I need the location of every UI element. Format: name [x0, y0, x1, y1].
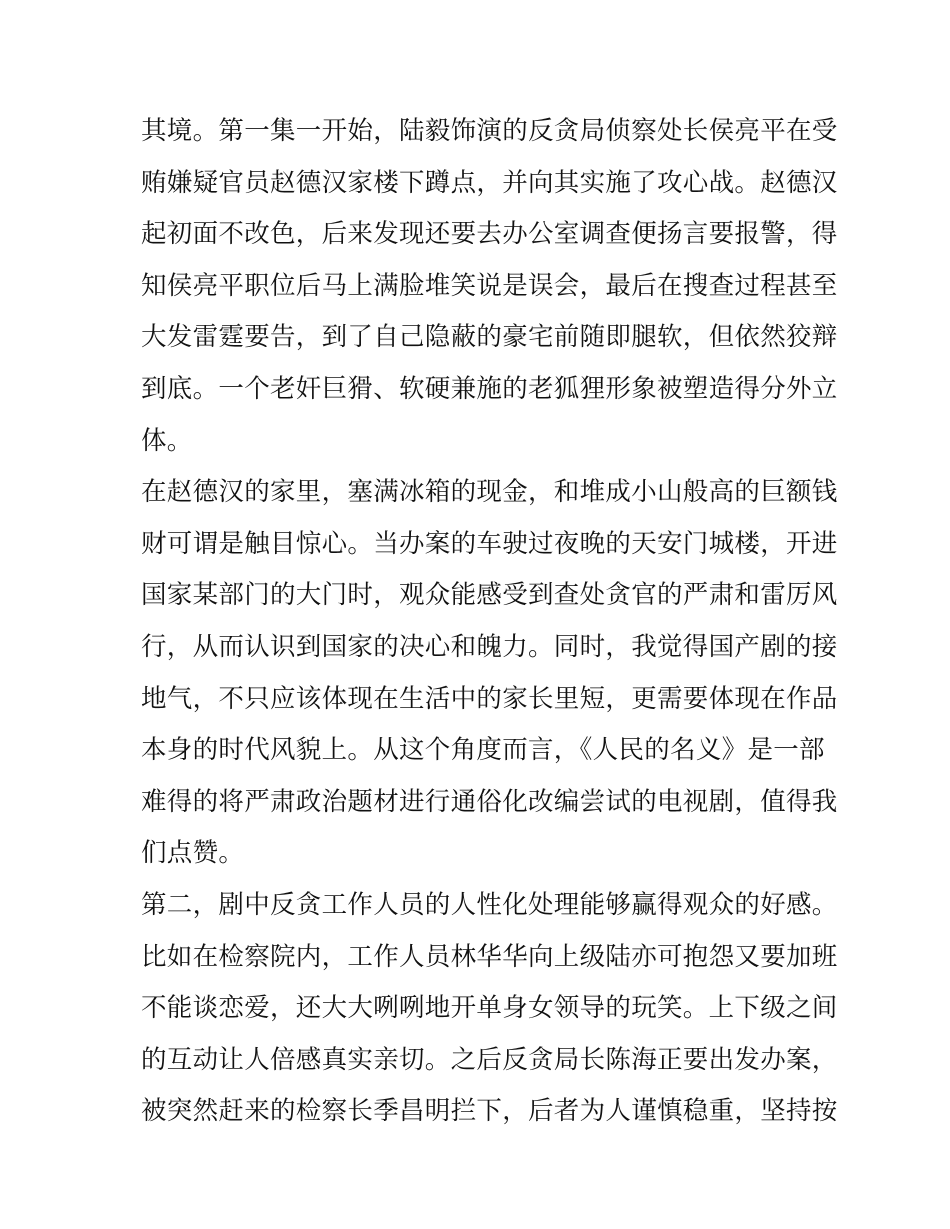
text-line-11: 行，从而认识到国家的决心和魄力。同时，我觉得国产剧的接 [141, 631, 838, 662]
text-line-8: 在赵德汉的家里，塞满冰箱的现金，和堆成小山般高的巨额钱 [141, 477, 838, 508]
text-line-1: 其境。第一集一开始，陆毅饰演的反贪局侦察处长侯亮平在受 [141, 116, 838, 146]
text-line-10: 国家某部门的大门时，观众能感受到查处贪官的严肃和雷厉风 [141, 580, 838, 611]
text-line-5: 大发雷霆要告，到了自己隐蔽的豪宅前随即腿软，但依然狡辩 [141, 322, 838, 353]
text-line-14: 难得的将严肃政治题材进行通俗化改编尝试的电视剧，值得我 [141, 786, 838, 817]
text-line-13: 本身的时代风貌上。从这个角度而言，《人民的名义》是一部 [141, 735, 825, 766]
text-line-9: 财可谓是触目惊心。当办案的车驶过夜晚的天安门城楼，开进 [141, 528, 838, 559]
text-line-6: 到底。一个老奸巨猾、软硬兼施的老狐狸形象被塑造得分外立 [141, 373, 838, 404]
text-line-17: 比如在检察院内，工作人员林华华向上级陆亦可抱怨又要加班 [141, 941, 838, 972]
text-line-3: 起初面不改色，后来发现还要去办公室调查便扬言要报警，得 [141, 219, 838, 250]
text-line-20: 被突然赶来的检察长季昌明拦下，后者为人谨慎稳重，坚持按 [141, 1096, 838, 1127]
body-text [141, 106, 838, 1138]
text-line-15: 们点赞。 [141, 838, 245, 869]
text-line-2: 贿嫌疑官员赵德汉家楼下蹲点，并向其实施了攻心战。赵德汉 [141, 167, 838, 198]
text-line-7: 体。 [141, 425, 193, 456]
text-line-4: 知侯亮平职位后马上满脸堆笑说是误会，最后在搜查过程甚至 [141, 270, 838, 301]
text-line-19: 的互动让人倍感真实亲切。之后反贪局长陈海正要出发办案， [141, 1044, 838, 1075]
text-line-18: 不能谈恋爱，还大大咧咧地开单身女领导的玩笑。上下级之间 [141, 993, 838, 1024]
text-line-16: 第二，剧中反贪工作人员的人性化处理能够赢得观众的好感。 [141, 889, 838, 920]
text-line-12: 地气，不只应该体现在生活中的家长里短，更需要体现在作品 [141, 683, 838, 714]
